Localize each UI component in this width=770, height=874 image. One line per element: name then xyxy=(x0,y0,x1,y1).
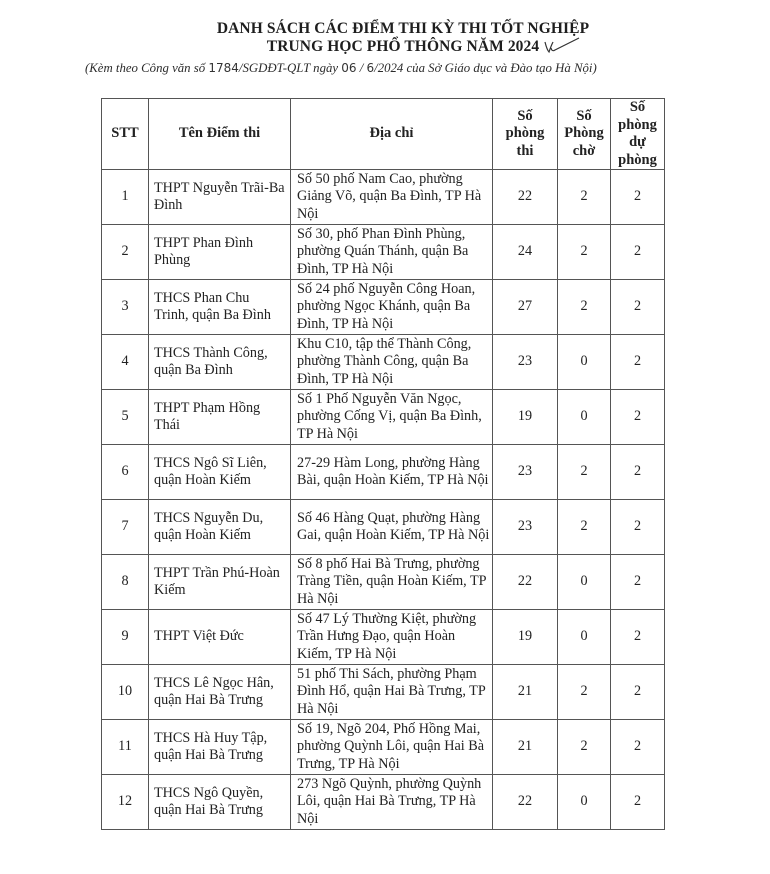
cell-name: THCS Phan Chu Trinh, quận Ba Đình xyxy=(149,280,291,335)
cell-reserve-rooms: 2 xyxy=(611,500,665,555)
cell-stt: 12 xyxy=(102,775,149,830)
cell-address: 51 phố Thi Sách, phường Phạm Đình Hổ, quận Hai Bà Trưng, TP Hà Nội xyxy=(291,665,493,720)
table-row xyxy=(102,445,665,500)
cell-waiting-rooms: 2 xyxy=(558,280,611,335)
subtitle-suffix: /2024 của Sở Giáo dục và Đào tạo Hà Nội) xyxy=(374,61,597,75)
cell-name: THPT Nguyễn Trãi-Ba Đình xyxy=(149,170,291,225)
cell-stt: 9 xyxy=(102,610,149,665)
cell-reserve-rooms: 2 xyxy=(611,280,665,335)
cell-waiting-rooms: 2 xyxy=(558,500,611,555)
subtitle-mid: /SGDĐT-QLT ngày xyxy=(238,61,342,75)
cell-exam-rooms: 21 xyxy=(493,665,558,720)
table-row xyxy=(102,225,665,280)
cell-exam-rooms: 22 xyxy=(493,170,558,225)
document-title-line1: DANH SÁCH CÁC ĐIỂM THI KỲ THI TỐT NGHIỆP xyxy=(216,20,590,37)
header-name: Tên Điểm thi xyxy=(149,99,291,170)
cell-exam-rooms: 21 xyxy=(493,720,558,775)
cell-exam-rooms: 23 xyxy=(493,445,558,500)
cell-waiting-rooms: 0 xyxy=(558,555,611,610)
header-exam-rooms: Số phòng thi xyxy=(493,99,558,170)
table-row xyxy=(102,390,665,445)
table-row xyxy=(102,170,665,225)
subtitle-prefix: (Kèm theo Công văn số xyxy=(85,61,209,75)
cell-name: THCS Ngô Quyền, quận Hai Bà Trưng xyxy=(149,775,291,830)
cell-address: Số 46 Hàng Quạt, phường Hàng Gai, quận Hoàn Kiếm, TP Hà Nội xyxy=(291,500,493,555)
cell-address: Số 30, phố Phan Đình Phùng, phường Quán Thánh, quận Ba Đình, TP Hà Nội xyxy=(291,225,493,280)
table-row xyxy=(102,720,665,775)
cell-reserve-rooms: 2 xyxy=(611,610,665,665)
cell-exam-rooms: 19 xyxy=(493,390,558,445)
cell-reserve-rooms: 2 xyxy=(611,665,665,720)
cell-waiting-rooms: 0 xyxy=(558,610,611,665)
cell-waiting-rooms: 2 xyxy=(558,445,611,500)
cell-stt: 10 xyxy=(102,665,149,720)
cell-stt: 8 xyxy=(102,555,149,610)
cell-name: THPT Phạm Hồng Thái xyxy=(149,390,291,445)
cell-waiting-rooms: 0 xyxy=(558,335,611,390)
cell-reserve-rooms: 2 xyxy=(611,555,665,610)
cell-reserve-rooms: 2 xyxy=(611,775,665,830)
cell-stt: 5 xyxy=(102,390,149,445)
cell-reserve-rooms: 2 xyxy=(611,390,665,445)
cell-name: THPT Phan Đình Phùng xyxy=(149,225,291,280)
cell-reserve-rooms: 2 xyxy=(611,335,665,390)
cell-address: Số 24 phố Nguyễn Công Hoan, phường Ngọc Khánh, quận Ba Đình, TP Hà Nội xyxy=(291,280,493,335)
cell-stt: 1 xyxy=(102,170,149,225)
table-row xyxy=(102,555,665,610)
header-waiting-rooms: Số Phòng chờ xyxy=(558,99,611,170)
cell-exam-rooms: 23 xyxy=(493,335,558,390)
cell-name: THCS Lê Ngọc Hân, quận Hai Bà Trưng xyxy=(149,665,291,720)
handwritten-check-icon xyxy=(543,36,583,58)
cell-waiting-rooms: 0 xyxy=(558,775,611,830)
exam-sites-table xyxy=(101,98,665,830)
cell-address: Số 50 phố Nam Cao, phường Giảng Võ, quận Ba Đình, TP Hà Nội xyxy=(291,170,493,225)
cell-exam-rooms: 23 xyxy=(493,500,558,555)
cell-name: THPT Trần Phú-Hoàn Kiếm xyxy=(149,555,291,610)
cell-exam-rooms: 27 xyxy=(493,280,558,335)
cell-address: 273 Ngõ Quỳnh, phường Quỳnh Lôi, quận Hai Bà Trưng, TP Hà Nội xyxy=(291,775,493,830)
header-stt: STT xyxy=(102,99,149,170)
cell-name: THCS Thành Công, quận Ba Đình xyxy=(149,335,291,390)
cell-address: Số 19, Ngõ 204, Phố Hồng Mai, phường Quỳnh Lôi, quận Hai Bà Trưng, TP Hà Nội xyxy=(291,720,493,775)
cell-name: THCS Hà Huy Tập, quận Hai Bà Trưng xyxy=(149,720,291,775)
cell-waiting-rooms: 0 xyxy=(558,390,611,445)
cell-reserve-rooms: 2 xyxy=(611,445,665,500)
table-header-row xyxy=(102,99,665,170)
cell-name: THCS Nguyễn Du, quận Hoàn Kiếm xyxy=(149,500,291,555)
cell-waiting-rooms: 2 xyxy=(558,720,611,775)
cell-stt: 4 xyxy=(102,335,149,390)
document-title-line2: TRUNG HỌC PHỔ THÔNG NĂM 2024 xyxy=(266,38,540,55)
table-row xyxy=(102,775,665,830)
cell-stt: 6 xyxy=(102,445,149,500)
handwritten-day: 06 xyxy=(341,61,357,75)
table-row xyxy=(102,280,665,335)
cell-address: Số 47 Lý Thường Kiệt, phường Trần Hưng Đạo, quận Hoàn Kiếm, TP Hà Nội xyxy=(291,610,493,665)
cell-waiting-rooms: 2 xyxy=(558,225,611,280)
cell-address: Khu C10, tập thể Thành Công, phường Thành Công, quận Ba Đình, TP Hà Nội xyxy=(291,335,493,390)
cell-stt: 2 xyxy=(102,225,149,280)
cell-address: Số 1 Phố Nguyễn Văn Ngọc, phường Cống Vị, quận Ba Đình, TP Hà Nội xyxy=(291,390,493,445)
cell-exam-rooms: 24 xyxy=(493,225,558,280)
cell-stt: 7 xyxy=(102,500,149,555)
document-subtitle: (Kèm theo Công văn số 1784/SGDĐT-QLT ngày 06 / 6/2024 của Sở Giáo dục và Đào tạo Hà Nội) xyxy=(85,61,597,75)
cell-stt: 11 xyxy=(102,720,149,775)
table-row xyxy=(102,500,665,555)
handwritten-doc-number: 1784 xyxy=(208,61,239,75)
cell-reserve-rooms: 2 xyxy=(611,225,665,280)
cell-address: 27-29 Hàm Long, phường Hàng Bài, quận Hoàn Kiếm, TP Hà Nội xyxy=(291,445,493,500)
cell-address: Số 8 phố Hai Bà Trưng, phường Tràng Tiền, quận Hoàn Kiếm, TP Hà Nội xyxy=(291,555,493,610)
table-row xyxy=(102,610,665,665)
cell-exam-rooms: 22 xyxy=(493,775,558,830)
header-reserve-rooms: Số phòng dự phòng xyxy=(611,99,665,170)
cell-waiting-rooms: 2 xyxy=(558,170,611,225)
cell-reserve-rooms: 2 xyxy=(611,720,665,775)
table-row xyxy=(102,665,665,720)
table-row xyxy=(102,335,665,390)
cell-exam-rooms: 22 xyxy=(493,555,558,610)
header-address: Địa chỉ xyxy=(291,99,493,170)
cell-name: THCS Ngô Sĩ Liên, quận Hoàn Kiếm xyxy=(149,445,291,500)
cell-exam-rooms: 19 xyxy=(493,610,558,665)
cell-reserve-rooms: 2 xyxy=(611,170,665,225)
cell-name: THPT Việt Đức xyxy=(149,610,291,665)
handwritten-month: 6 xyxy=(366,61,375,75)
cell-waiting-rooms: 2 xyxy=(558,665,611,720)
cell-stt: 3 xyxy=(102,280,149,335)
